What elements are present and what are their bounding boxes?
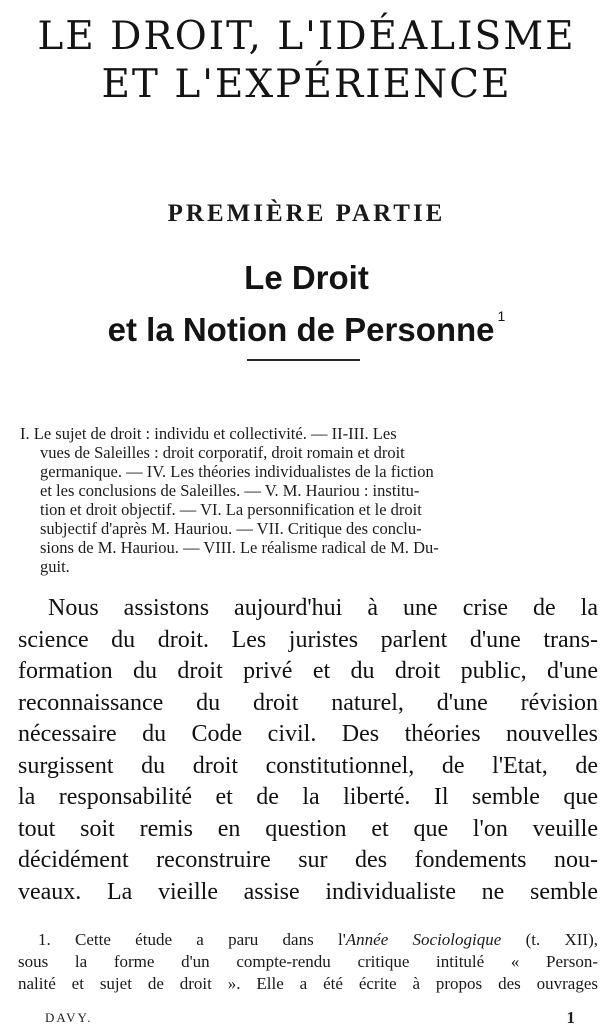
- part-heading: PREMIÈRE PARTIE: [167, 200, 446, 227]
- footnote: [18, 929, 598, 995]
- body-line: Nous assistons aujourd'hui à une crise de la: [48, 595, 598, 621]
- page-number: 1: [566, 1008, 575, 1027]
- footnote-line: nalité et sujet de droit ». Elle a été écrite à propos des ouvrages: [18, 974, 598, 993]
- journal-title: Année Sociologique: [345, 930, 502, 949]
- body-paragraph: [18, 593, 598, 908]
- body-line: décidément reconstruire sur des fondements nou-: [18, 847, 598, 873]
- footnote-line: sous la forme d'un compte-rendu critique intitulé « Person-: [18, 952, 598, 971]
- main-title-line-2: ET L'EXPÉRIENCE: [101, 62, 512, 107]
- summary-line: sions de M. Hauriou. — VIII. Le réalisme radical de M. Du-: [40, 538, 439, 557]
- author-signature-mark: DAVY.: [45, 1010, 93, 1025]
- footnote-line: [18, 929, 598, 951]
- body-line: science du droit. Les juristes parlent d'une trans-: [18, 626, 598, 653]
- chapter-title-text: et la Notion de Personne: [107, 311, 495, 348]
- body-line: tout soit remis en question et que l'on veuille: [18, 815, 598, 842]
- summary-line: germanique. — IV. Les théories individualistes de la fiction: [40, 462, 434, 481]
- body-line: veaux. La vieille assise individualiste ne semble: [18, 878, 598, 905]
- summary-line: I. Le sujet de droit : individu et collectivité. — II-III. Les: [20, 424, 397, 443]
- body-line: reconnaissance du droit naturel, d'une révision: [18, 689, 598, 716]
- section-divider: [247, 359, 360, 361]
- summary-line: guit.: [40, 557, 70, 576]
- chapter-title-line-2: [0, 301, 613, 353]
- body-line: formation du droit privé et du droit public, d'une: [18, 658, 598, 684]
- chapter-title-line-1: Le Droit: [244, 259, 369, 296]
- body-line: surgissent du droit constitutionnel, de l'Etat, de: [18, 752, 598, 779]
- main-title-line-1: LE DROIT, L'IDÉALISME: [37, 14, 576, 59]
- summary-line: vues de Saleilles : droit corporatif, droit romain et droit: [40, 443, 405, 462]
- summary-line: tion et droit objectif. — VI. La personnification et le droit: [40, 500, 422, 519]
- summary-line: et les conclusions de Saleilles. — V. M. Hauriou : institu-: [40, 481, 420, 500]
- footnote-reference: 1: [497, 308, 506, 324]
- body-line: la responsabilité et de la liberté. Il semble que: [18, 784, 598, 810]
- summary-line: subjectif d'après M. Hauriou. — VII. Critique des conclu-: [40, 519, 422, 538]
- body-line: nécessaire du Code civil. Des théories nouvelles: [18, 721, 598, 747]
- footnote-text: (t. XII),: [501, 930, 598, 949]
- chapter-summary: [20, 424, 598, 576]
- footnote-text: 1. Cette étude a paru dans l': [38, 930, 346, 949]
